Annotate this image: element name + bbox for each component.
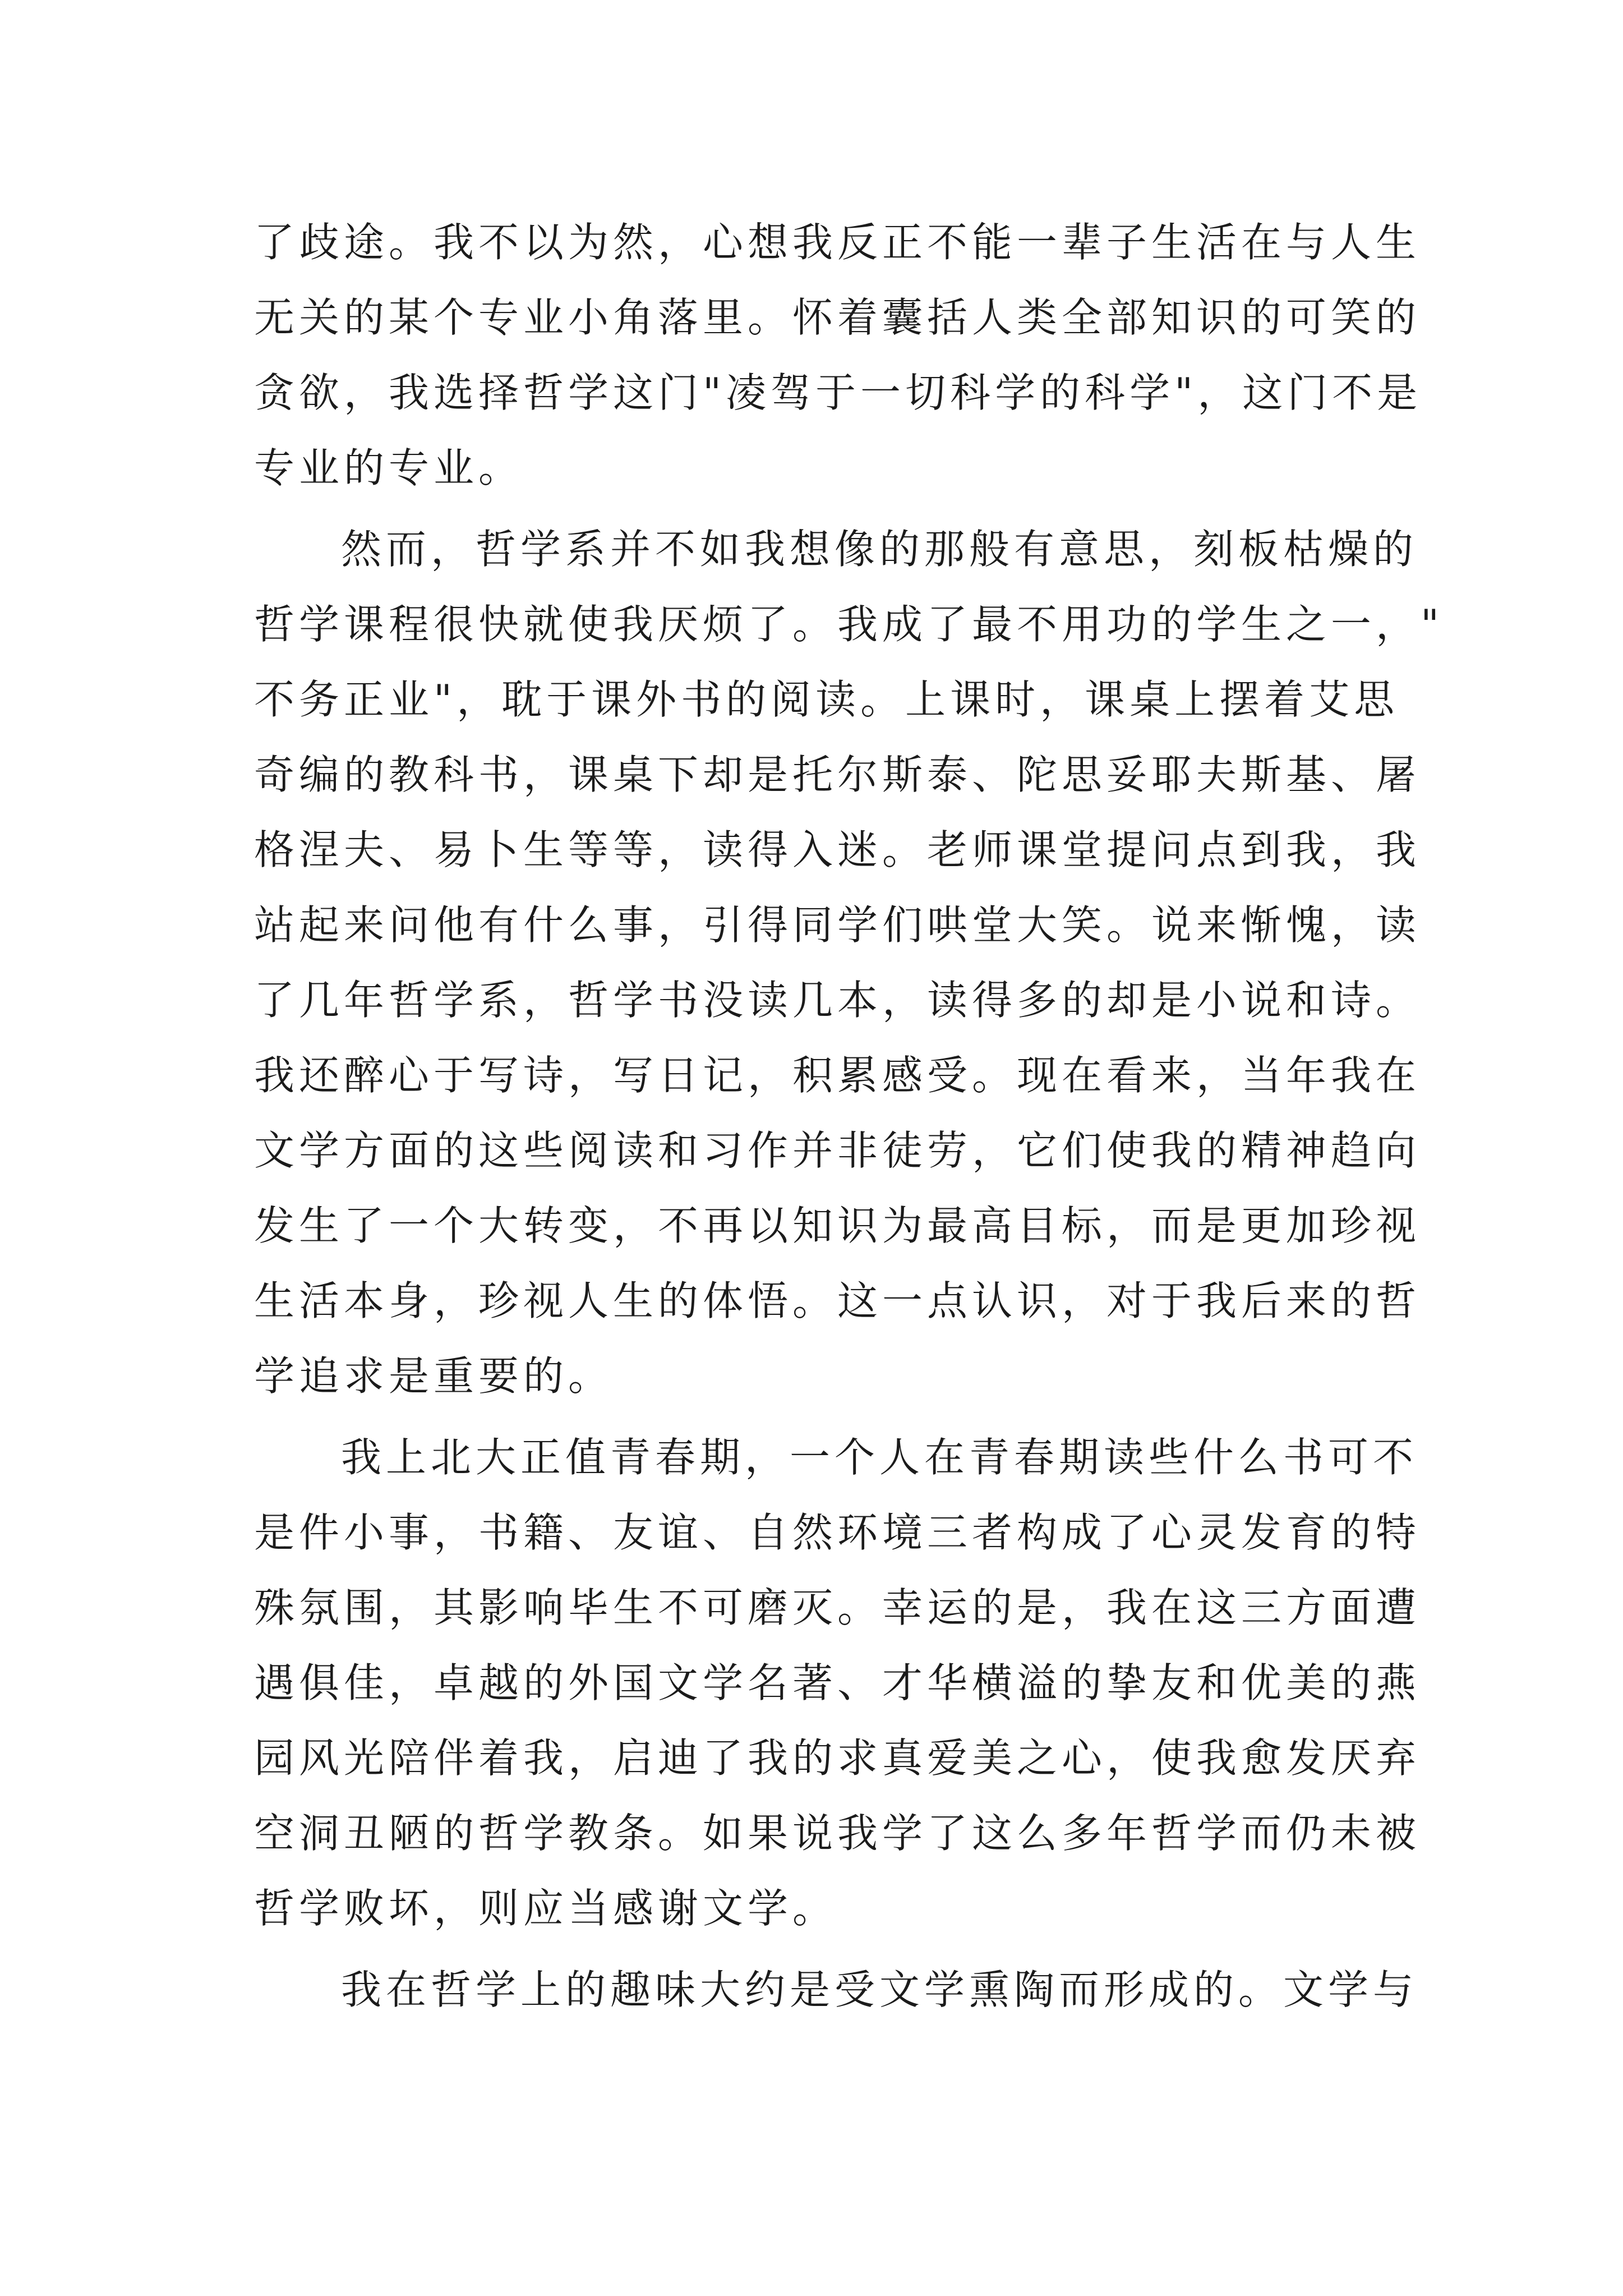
paragraph-first-line: 我在哲学上的趣味大约是受文学熏陶而形成的。文学与 (341, 1966, 1418, 2013)
text-line: 哲学败坏，则应当感谢文学。 (254, 1885, 838, 1932)
paragraph-first-line: 然而，哲学系并不如我想像的那般有意思，刻板枯燥的 (341, 526, 1418, 573)
text-line: 学追求是重要的。 (254, 1352, 614, 1400)
text-line: 了歧途。我不以为然，心想我反正不能一辈子生活在与人生 (254, 219, 1421, 266)
text-line: 格涅夫、易卜生等等，读得入迷。老师课堂提问点到我，我 (254, 826, 1421, 873)
text-line: 专业的专业。 (254, 444, 524, 491)
text-line: 生活本身，珍视人生的体悟。这一点认识，对于我后来的哲 (254, 1277, 1421, 1324)
text-line: 贪欲，我选择哲学这门"凌驾于一切科学的科学"，这门不是 (254, 369, 1422, 416)
paragraph-first-line: 我上北大正值青春期，一个人在青春期读些什么书可不 (341, 1434, 1418, 1481)
text-line: 是件小事，书籍、友谊、自然环境三者构成了心灵发育的特 (254, 1509, 1421, 1556)
text-line: 殊氛围，其影响毕生不可磨灭。幸运的是，我在这三方面遭 (254, 1584, 1421, 1631)
text-line: 站起来问他有什么事，引得同学们哄堂大笑。说来惭愧，读 (254, 901, 1421, 949)
text-line: 发生了一个大转变，不再以知识为最高目标，而是更加珍视 (254, 1202, 1421, 1249)
text-line: 奇编的教科书，课桌下却是托尔斯泰、陀思妥耶夫斯基、屠 (254, 751, 1421, 798)
text-line: 哲学课程很快就使我厌烦了。我成了最不用功的学生之一，" (254, 601, 1444, 648)
text-line: 遇俱佳，卓越的外国文学名著、才华横溢的挚友和优美的燕 (254, 1659, 1421, 1706)
text-line: 园风光陪伴着我，启迪了我的求真爱美之心，使我愈发厌弃 (254, 1734, 1421, 1782)
text-line: 文学方面的这些阅读和习作并非徒劳，它们使我的精神趋向 (254, 1127, 1421, 1174)
text-line: 我还醉心于写诗，写日记，积累感受。现在看来，当年我在 (254, 1052, 1421, 1099)
text-line: 了几年哲学系，哲学书没读几本，读得多的却是小说和诗。 (254, 977, 1421, 1024)
text-line: 无关的某个专业小角落里。怀着囊括人类全部知识的可笑的 (254, 294, 1421, 341)
text-line: 空洞丑陋的哲学教条。如果说我学了这么多年哲学而仍未被 (254, 1810, 1421, 1857)
text-line: 不务正业"，耽于课外书的阅读。上课时，课桌上摆着艾思 (254, 676, 1399, 723)
